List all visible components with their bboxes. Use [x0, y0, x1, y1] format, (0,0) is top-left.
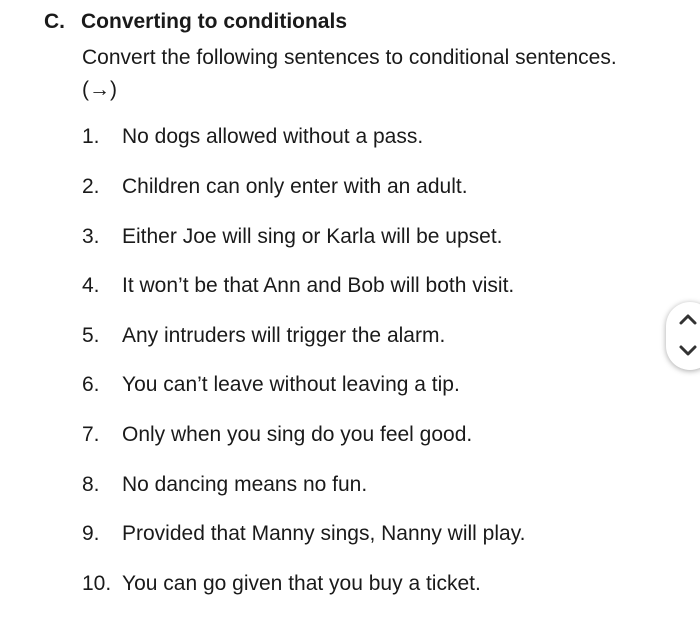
instruction-text: Convert the following sentences to conditional sentences. [82, 46, 617, 69]
item-number: 9. [82, 522, 100, 545]
item-text: Either Joe will sing or Karla will be upset. [122, 225, 503, 248]
item-text: No dogs allowed without a pass. [122, 125, 424, 148]
page-scroll-control [666, 302, 700, 370]
item-number: 3. [82, 225, 100, 248]
item-text: You can go given that you buy a ticket. [122, 572, 481, 595]
item-number: 8. [82, 473, 100, 496]
item-number: 7. [82, 423, 100, 446]
list-item [0, 569, 481, 599]
item-number: 2. [82, 175, 100, 198]
section-letter: C. [44, 10, 65, 33]
instruction [82, 42, 672, 106]
list-item [0, 420, 472, 450]
list-item [0, 172, 468, 202]
list-item [0, 222, 503, 252]
list-item [0, 122, 423, 152]
instruction-arrow: (→) [82, 78, 117, 101]
item-number: 1. [82, 125, 100, 148]
item-number: 6. [82, 373, 100, 396]
item-text: Any intruders will trigger the alarm. [122, 324, 446, 347]
item-text: No dancing means no fun. [122, 473, 368, 496]
item-text: You can’t leave without leaving a tip. [122, 373, 460, 396]
item-text: Children can only enter with an adult. [122, 175, 468, 198]
item-text: Provided that Manny sings, Nanny will play. [122, 522, 526, 545]
section-heading [44, 10, 347, 34]
item-number: 5. [82, 324, 100, 347]
chevron-down-icon[interactable] [676, 338, 700, 362]
list-item [0, 321, 445, 351]
item-number: 10. [82, 572, 112, 595]
list-item [0, 370, 460, 400]
section-title: Converting to conditionals [81, 10, 347, 33]
list-item [0, 519, 525, 549]
item-number: 4. [82, 274, 100, 297]
item-text: It won’t be that Ann and Bob will both visit. [122, 274, 515, 297]
list-item [0, 271, 514, 301]
list-item [0, 470, 367, 500]
item-text: Only when you sing do you feel good. [122, 423, 473, 446]
chevron-up-icon[interactable] [676, 308, 700, 332]
